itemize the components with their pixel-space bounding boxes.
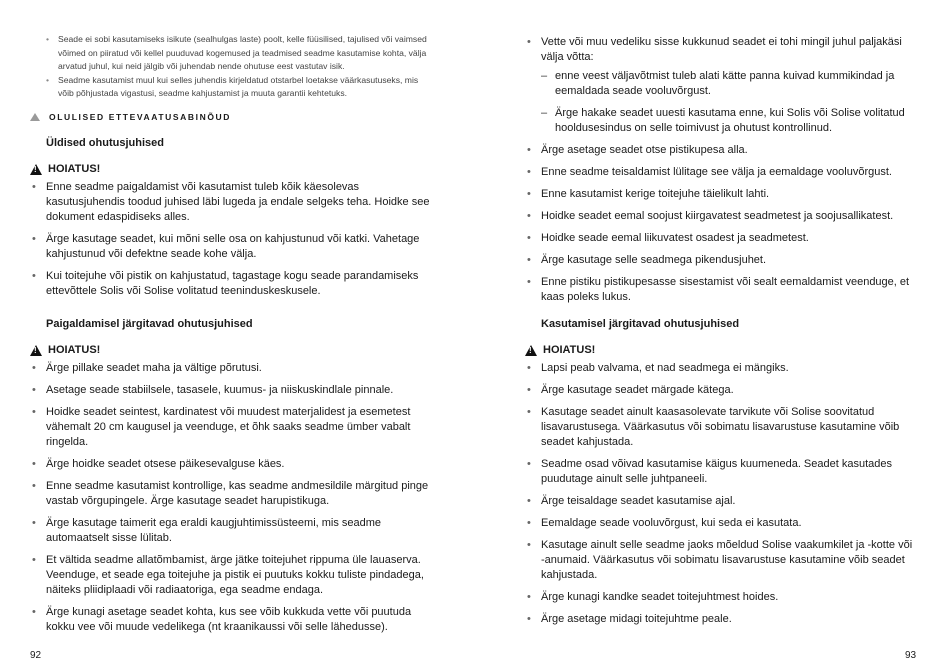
- page-number: 92: [30, 650, 42, 661]
- usage-list: [525, 361, 915, 634]
- list-item: [525, 35, 915, 136]
- list-item: • Ärge teisaldage seadet kasutamise ajal.: [525, 494, 915, 509]
- list-item-text: Vette või muu vedeliku sisse kukkunud seadet ei tohi mingil juhul paljakäsi välja võtta:: [541, 36, 902, 63]
- warning-text: HOIATUS!: [48, 163, 101, 175]
- list-item: • Kasutage seadet ainult kaasasolevate tarvikute või Solise soovitatud lisavarustusega. Väärkasutus või sobimatu lisavarustuse kasutamine võib seadet kahjustada.: [525, 405, 915, 450]
- note-item: • Seade ei sobi kasutamiseks isikute (sealhulgas laste) poolt, kelle füüsilised, tajulised või vaimsed võimed on piiratud või kellel puuduvad kogemused ja teadmised seadme kasutamise kohta, välja arvatud juhul, kui neid jälgib või juhendab nende ohutuse eest vastutav isik.: [44, 33, 434, 74]
- list-item: • Ärge kunagi asetage seadet kohta, kus see võib kukkuda vette või puutuda kokku vee või muude vedelikega (nt kraanikaussi või selle lähedusse).: [30, 605, 435, 635]
- list-item: • Kasutage ainult selle seadme jaoks mõeldud Solise vaakumkilet ja -kotte või -anumaid. Väärkasutus või sobimatu lisavarustuse kasutamine võib seadet kahjustada.: [525, 538, 915, 583]
- top-list: [525, 35, 915, 312]
- list-item: • Ärge asetage seadet otse pistikupesa alla.: [525, 143, 915, 158]
- list-item: • Ärge pillake seadet maha ja vältige põrutusi.: [30, 361, 435, 376]
- list-item: • Ärge kunagi kandke seadet toitejuhtmest hoides.: [525, 590, 915, 605]
- list-item: • Ärge kasutage selle seadmega pikendusjuhet.: [525, 253, 915, 268]
- right-page: [475, 0, 950, 660]
- warning-text: HOIATUS!: [48, 344, 101, 356]
- list-item: • Enne kasutamist kerige toitejuhe täielikult lahti.: [525, 187, 915, 202]
- dash-item: – enne veest väljavõtmist tuleb alati kätte panna kuivad kummikindad ja eemaldada seade vooluvõrgust.: [541, 69, 915, 99]
- list-item: • Seadme osad võivad kasutamise käigus kuumeneda. Seadet kasutades puudutage ainult selle juhtpaneeli.: [525, 457, 915, 487]
- list-item: • Ärge kasutage taimerit ega eraldi kaugjuhtimissüsteemi, mis seadme automaatselt sisse lülitab.: [30, 516, 435, 546]
- list-item: • Et vältida seadme allatõmbamist, ärge jätke toitejuhet rippuma üle lauaserva. Veenduge, et seade ega toitejuhe ja pistik ei puutuks kokku tuliste pindadega, näiteks pliidiplaadi või radiaatoriga, ega seadme endaga.: [30, 553, 435, 598]
- install-heading: Paigaldamisel järgitavad ohutusjuhised: [46, 318, 253, 330]
- list-item: • Ärge hoidke seadet otsese päikesevalguse käes.: [30, 457, 435, 472]
- list-item: • Hoidke seadet eemal soojust kiirgavatest seadmetest ja soojusallikatest.: [525, 209, 915, 224]
- general-heading: Üldised ohutusjuhised: [46, 137, 164, 149]
- dash-list: [541, 69, 915, 136]
- warning-label: [525, 344, 595, 356]
- section-title-text: OLULISED ETTEVAATUSABINÕUD: [49, 112, 232, 122]
- list-item: • Enne pistiku pistikupesasse sisestamist või sealt eemaldamist veenduge, et kaas poleks lukus.: [525, 275, 915, 305]
- warning-label: [30, 163, 100, 175]
- warning-text: HOIATUS!: [543, 344, 596, 356]
- list-item: • Ärge kasutage seadet, kui mõni selle osa on kahjustunud või katki. Vahetage kahjustunud või defektne seade kohe välja.: [30, 232, 430, 262]
- dash-item: – Ärge hakake seadet uuesti kasutama enne, kui Solis või Solise volitatud hooldusesindus on selle toimivust ja ohutust kontrollinud.: [541, 106, 915, 136]
- list-item: • Hoidke seadet seintest, kardinatest või muudest materjalidest ja esemetest vähemalt 20 cm kaugusel ja veenduge, et õhk saaks seadme ümber vabalt ringelda.: [30, 405, 435, 450]
- list-item: • Enne seadme kasutamist kontrollige, kas seadme andmesildile märgitud pinge vastab võrgupingele. Ärge kasutage seadet harupistikuga.: [30, 479, 435, 509]
- list-item: • Enne seadme paigaldamist või kasutamist tuleb kõik käesolevas kasutusjuhendis toodud juhised läbi lugeda ja endale selgeks teha. Hoidke see dokument edaspidiseks alles.: [30, 180, 430, 225]
- triangle-marker-icon: [30, 113, 40, 121]
- page-number: 93: [905, 650, 917, 661]
- list-item: • Hoidke seade eemal liikuvatest osadest ja seadmetest.: [525, 231, 915, 246]
- list-item: • Asetage seade stabiilsele, tasasele, kuumus- ja niiskuskindlale pinnale.: [30, 383, 435, 398]
- list-item: • Ärge kasutage seadet märgade kätega.: [525, 383, 915, 398]
- list-item: • Ärge asetage midagi toitejuhtme peale.: [525, 612, 915, 627]
- list-item: • Enne seadme teisaldamist lülitage see välja ja eemaldage vooluvõrgust.: [525, 165, 915, 180]
- list-item: • Lapsi peab valvama, et nad seadmega ei mängiks.: [525, 361, 915, 376]
- general-list: [30, 180, 430, 306]
- warning-icon: [30, 164, 42, 175]
- usage-heading: Kasutamisel järgitavad ohutusjuhised: [541, 318, 740, 330]
- note-item: • Seadme kasutamist muul kui selles juhendis kirjeldatud otstarbel loetakse väärkasutuseks, mis võib põhjustada vigastusi, seadme kahjustamist ja muuta garantii kehtetuks.: [44, 74, 434, 101]
- left-page: [0, 0, 475, 660]
- warning-label: [30, 344, 100, 356]
- intro-notes: [44, 33, 434, 101]
- section-title: [30, 112, 231, 122]
- list-item: • Eemaldage seade vooluvõrgust, kui seda ei kasutata.: [525, 516, 915, 531]
- list-item: • Kui toitejuhe või pistik on kahjustatud, tagastage kogu seade parandamiseks ettevõttele Solis või Solise volitatud teeninduskeskusele.: [30, 269, 430, 299]
- warning-icon: [30, 345, 42, 356]
- install-list: [30, 361, 435, 642]
- warning-icon: [525, 345, 537, 356]
